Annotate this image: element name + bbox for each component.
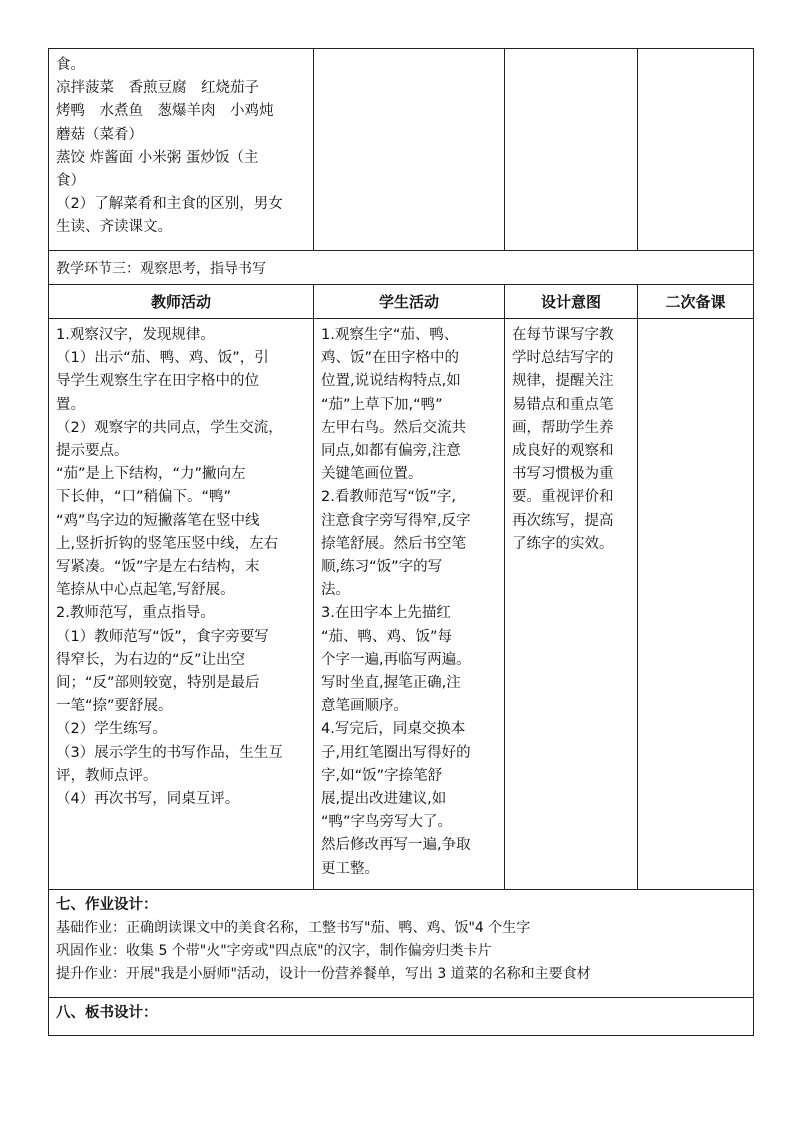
text-line: 凉拌菠菜 香煎豆腐 红烧茄子 (56, 80, 259, 97)
homework-item: 提升作业：开展"我是小厨师"活动，设计一份营养餐单，写出 3 道菜的名称和主要食材 (56, 965, 591, 982)
board-section (49, 998, 753, 1029)
header-student: 学生活动 (314, 285, 505, 319)
teacher-text-line: “鸡”鸟字边的短撇落笔在竖中线 (56, 512, 260, 529)
continuation-teacher-cell (49, 49, 314, 251)
homework-item: 基础作业：正确朗读课文中的美食名称，工整书写"茄、鸭、鸡、饭"4 个生字 (56, 919, 531, 936)
teacher-text-line: 笔捺从中心点起笔,写舒展。 (56, 582, 235, 599)
continuation-text (49, 49, 313, 248)
homework-item: 巩固作业：收集 5 个带"火"字旁或"四点底"的汉字，制作偏旁归类卡片 (56, 942, 492, 959)
homework-title: 七、作业设计： (56, 896, 158, 913)
teacher-text-line: （2）学生练写。 (56, 721, 167, 738)
student-text-line: 法。 (321, 582, 350, 599)
student-text-line: 4.写完后，同桌交换本 (321, 721, 466, 738)
teacher-text-line: 间；“反”部则较宽，特别是最后 (56, 675, 260, 692)
text-line: 生读、齐读课文。 (56, 219, 172, 236)
teacher-text-line: 一笔“捺”要舒展。 (56, 698, 173, 715)
text-line: 食。 (56, 57, 85, 73)
student-text-line: 捺笔舒展。然后书空笔 (321, 535, 466, 552)
design-text-line: 在每节课写字教 (512, 327, 614, 343)
student-text-line: 写时坐直,握笔正确,注 (321, 675, 461, 692)
design-text-line: 画，帮助学生养 (512, 419, 614, 436)
header-teacher: 教师活动 (49, 285, 314, 319)
text-line: 蒸饺 炸酱面 小米粥 蛋炒饭（主 (56, 149, 259, 166)
text-line: 蘑菇（菜肴） (56, 126, 143, 143)
teacher-text-line: 导学生观察生字在田字格中的位 (56, 373, 259, 390)
design-text-line: 学时总结写字的 (512, 350, 614, 367)
teacher-text-line: 置。 (56, 396, 85, 413)
header-prep: 二次备课 (638, 285, 754, 319)
student-text-line: 意笔画顺序。 (321, 698, 408, 715)
design-text-line: 规律，提醒关注 (512, 373, 614, 390)
teacher-text-line: 1.观察汉字，发现规律。 (56, 327, 215, 343)
student-text-line: 1.观察生字“茄、鸭、 (321, 327, 459, 343)
activity-header-row (49, 285, 754, 319)
board-title: 八、板书设计： (56, 1004, 158, 1021)
design-intent-text (505, 319, 637, 564)
teacher-text-line: 2.教师范写，重点指导。 (56, 605, 215, 622)
teacher-text-line: （2）观察字的共同点，学生交流， (56, 419, 283, 436)
homework-section (49, 890, 753, 990)
link3-title: 教学环节三：观察思考，指导书写 (56, 260, 266, 277)
student-text-line: “茄”上草下加,“鸭” (321, 396, 443, 413)
text-line: 食） (56, 173, 85, 190)
continuation-student-cell (314, 49, 505, 251)
student-text-line: 展,提出改进建议,如 (321, 791, 447, 808)
teacher-text-line: 提示要点。 (56, 443, 129, 460)
board-row (49, 997, 754, 1035)
design-text-line: 了练字的实效。 (512, 535, 614, 552)
homework-list (56, 917, 746, 986)
teacher-text-line: （1）出示“茄、鸭、鸡、饭”，引 (56, 350, 269, 367)
header-design: 设计意图 (505, 285, 638, 319)
second-prep-cell (638, 319, 754, 890)
student-activity-cell (314, 319, 505, 890)
homework-cell (49, 889, 754, 997)
design-text-line: 再次练写，提高 (512, 512, 614, 529)
student-text-line: 关键笔画位置。 (321, 466, 423, 483)
student-text-line: 更工整。 (321, 860, 379, 877)
text-line: 烤鸭 水煮鱼 葱爆羊肉 小鸡炖 (56, 103, 274, 120)
teacher-text-line: （3）展示学生的书写作品，生生互 (56, 744, 283, 761)
continuation-design-cell (505, 49, 638, 251)
teacher-text-line: “茄”是上下结构，“力”撇向左 (56, 466, 246, 483)
teacher-activity-text (49, 319, 313, 819)
teacher-text-line: 上,竖折折钩的竖笔压竖中线，左右 (56, 535, 279, 552)
teacher-text-line: 评，教师点评。 (56, 767, 158, 784)
student-text-line: 顺,练习“饭”字的写 (321, 559, 443, 576)
design-text-line: 书写习惯极为重 (512, 466, 614, 483)
student-text-line: 然后修改再写一遍,争取 (321, 837, 471, 854)
student-text-line: 注意食字旁写得窄,反字 (321, 512, 471, 529)
teacher-text-line: 下长伸，“口”稍偏下。“鸭” (56, 489, 232, 506)
link3-cell (49, 251, 754, 285)
teacher-text-line: 写紧凑。“饭”字是左右结构，末 (56, 559, 260, 576)
continuation-row (49, 49, 754, 251)
homework-row (49, 889, 754, 997)
lesson-plan-table (48, 48, 754, 1036)
student-text-line: 位置,说说结构特点,如 (321, 373, 461, 390)
text-line: （2）了解菜肴和主食的区别，男女 (56, 196, 283, 213)
student-text-line: “茄、鸭、鸡、饭”每 (321, 628, 453, 645)
teacher-activity-cell (49, 319, 314, 890)
design-text-line: 易错点和重点笔 (512, 396, 614, 413)
teacher-text-line: （4）再次书写，同桌互评。 (56, 791, 240, 808)
student-text-line: 鸡、饭”在田字格中的 (321, 350, 460, 367)
link3-row (49, 251, 754, 285)
student-text-line: 同点,如都有偏旁,注意 (321, 443, 461, 460)
student-activity-text (314, 319, 504, 889)
teacher-text-line: （1）教师范写“饭”，食字旁要写 (56, 628, 269, 645)
continuation-prep-cell (638, 49, 754, 251)
design-text-line: 要。重视评价和 (512, 489, 614, 506)
student-text-line: 子,用红笔圈出写得好的 (321, 744, 471, 761)
student-text-line: 3.在田字本上先描红 (321, 605, 451, 622)
student-text-line: “鸭”字鸟旁写大了。 (321, 814, 453, 831)
student-text-line: 左甲右鸟。然后交流共 (321, 419, 466, 436)
student-text-line: 字,如“饭”字捺笔舒 (321, 767, 443, 784)
design-intent-cell (505, 319, 638, 890)
teacher-text-line: 得窄长，为右边的“反”让出空 (56, 651, 246, 668)
design-text-line: 成良好的观察和 (512, 443, 614, 460)
student-text-line: 2.看教师范写“饭”字, (321, 489, 456, 506)
student-text-line: 个字一遍,再临写两遍。 (321, 651, 471, 668)
lesson-plan-page (48, 48, 753, 1036)
board-cell (49, 997, 754, 1035)
activity-content-row (49, 319, 754, 890)
